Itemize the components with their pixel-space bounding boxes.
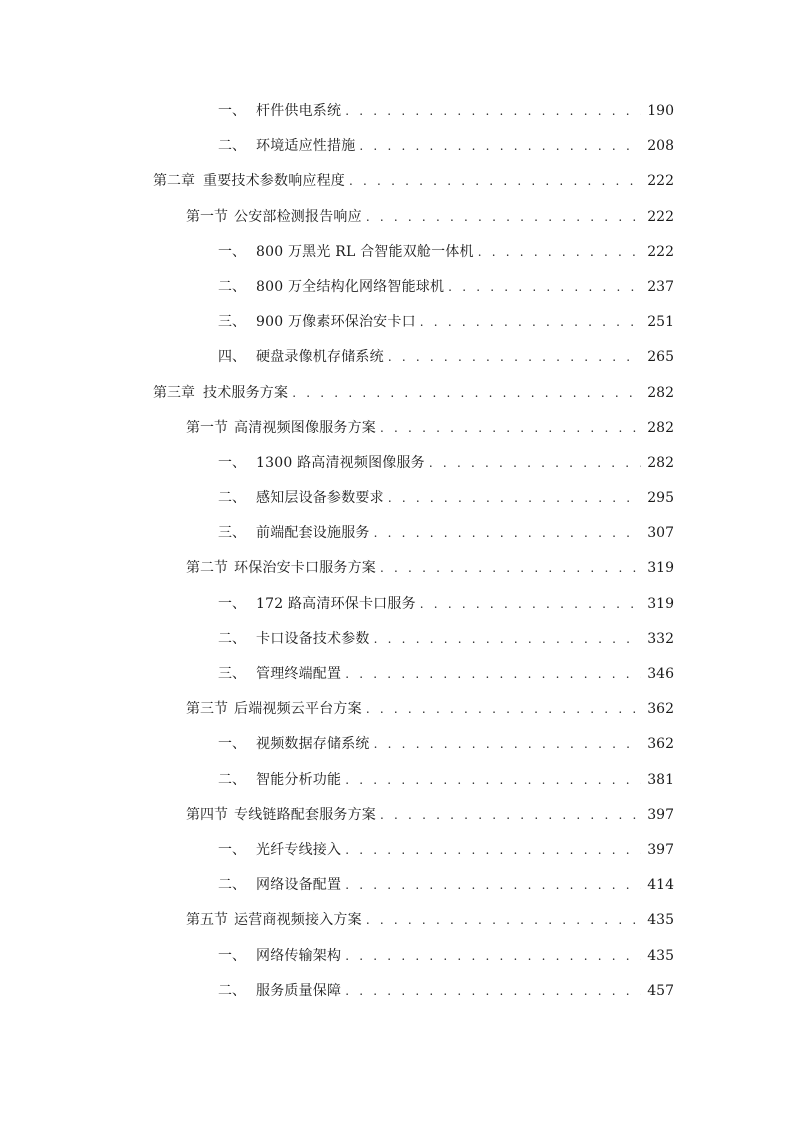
toc-entry-number: 三、 <box>218 525 246 542</box>
toc-entry-page-number: 251 <box>647 314 674 331</box>
toc-entry-page-number: 208 <box>647 138 674 155</box>
toc-entry-page-number: 237 <box>647 278 674 295</box>
toc-leader-dots <box>345 939 641 974</box>
toc-entry-page-number: 295 <box>647 490 674 507</box>
toc-entry-number: 四、 <box>218 349 246 366</box>
toc-leader-dots <box>380 411 641 446</box>
toc-entry-number: 二、 <box>218 982 246 999</box>
table-of-contents <box>0 94 793 1009</box>
toc-leader-dots <box>292 376 641 411</box>
toc-entry-number: 二、 <box>218 278 246 295</box>
toc-entry-item[interactable] <box>0 94 793 129</box>
toc-leader-dots <box>366 200 641 235</box>
toc-entry-title: 172 路高清环保卡口服务 <box>256 595 416 612</box>
toc-entry-content <box>186 200 674 235</box>
toc-entry-number: 一、 <box>218 947 246 964</box>
toc-entry-content <box>186 798 674 833</box>
toc-entry-item[interactable] <box>0 833 793 868</box>
toc-entry-item[interactable] <box>0 587 793 622</box>
toc-leader-dots <box>478 235 642 270</box>
toc-leader-dots <box>388 481 641 516</box>
toc-entry-content <box>153 164 674 199</box>
toc-entry-number: 一、 <box>218 243 246 260</box>
toc-entry-page-number: 332 <box>647 630 674 647</box>
toc-entry-content <box>218 833 674 868</box>
toc-entry-content <box>218 340 674 375</box>
toc-entry-number: 一、 <box>218 103 246 119</box>
toc-entry-content <box>218 974 674 1009</box>
toc-entry-title: 感知层设备参数要求 <box>256 490 384 507</box>
toc-entry-content <box>186 551 674 586</box>
toc-entry-title: 前端配套设施服务 <box>256 525 370 542</box>
toc-entry-page-number: 222 <box>647 173 674 190</box>
toc-entry-title: 智能分析功能 <box>256 771 342 788</box>
toc-entry-page-number: 362 <box>647 701 674 718</box>
toc-entry-number: 第一节 <box>186 419 228 436</box>
toc-entry-section[interactable] <box>0 692 793 727</box>
toc-entry-content <box>218 94 674 129</box>
toc-entry-title: 800 万黑光 RL 合智能双舱一体机 <box>256 243 474 260</box>
toc-entry-content <box>218 587 674 622</box>
toc-entry-chapter[interactable] <box>0 164 793 199</box>
toc-leader-dots <box>345 974 641 1009</box>
toc-entry-item[interactable] <box>0 516 793 551</box>
toc-entry-number: 第三节 <box>186 701 228 718</box>
toc-entry-number: 第二章 <box>153 173 195 190</box>
toc-entry-item[interactable] <box>0 481 793 516</box>
toc-entry-page-number: 435 <box>647 947 674 964</box>
toc-entry-page-number: 397 <box>647 806 674 823</box>
toc-entry-title: 网络设备配置 <box>256 877 342 894</box>
toc-entry-number: 一、 <box>218 454 246 471</box>
toc-entry-section[interactable] <box>0 551 793 586</box>
toc-entry-title: 800 万全结构化网络智能球机 <box>256 278 445 295</box>
toc-leader-dots <box>420 305 641 340</box>
toc-entry-number: 第四节 <box>186 806 228 823</box>
toc-entry-content <box>186 692 674 727</box>
toc-entry-title: 硬盘录像机存储系统 <box>256 349 384 366</box>
toc-entry-title: 视频数据存储系统 <box>256 736 370 753</box>
toc-entry-number: 第五节 <box>186 912 228 929</box>
toc-entry-content <box>218 446 674 481</box>
toc-entry-title: 光纤专线接入 <box>256 841 342 858</box>
toc-entry-page-number: 381 <box>647 771 674 788</box>
toc-entry-item[interactable] <box>0 235 793 270</box>
toc-leader-dots <box>420 587 641 622</box>
toc-entry-item[interactable] <box>0 657 793 692</box>
toc-entry-content <box>218 763 674 798</box>
toc-entry-page-number: 319 <box>647 595 674 612</box>
toc-entry-page-number: 435 <box>647 912 674 929</box>
toc-entry-content <box>218 727 674 762</box>
toc-entry-section[interactable] <box>0 798 793 833</box>
toc-entry-number: 三、 <box>218 666 246 682</box>
toc-entry-title: 高清视频图像服务方案 <box>234 419 376 436</box>
toc-entry-title: 后端视频云平台方案 <box>234 701 362 718</box>
toc-entry-page-number: 362 <box>647 736 674 753</box>
toc-entry-title: 环保治安卡口服务方案 <box>234 560 376 577</box>
toc-entry-item[interactable] <box>0 340 793 375</box>
toc-leader-dots <box>349 164 641 199</box>
toc-entry-page-number: 282 <box>647 384 674 401</box>
toc-entry-title: 公安部检测报告响应 <box>234 208 362 225</box>
toc-entry-title: 1300 路高清视频图像服务 <box>256 454 425 471</box>
toc-entry-page-number: 346 <box>647 666 674 682</box>
toc-entry-page-number: 282 <box>647 419 674 436</box>
toc-entry-number: 二、 <box>218 490 246 507</box>
toc-entry-page-number: 222 <box>647 243 674 260</box>
toc-leader-dots <box>380 551 641 586</box>
toc-leader-dots <box>366 903 641 938</box>
toc-leader-dots <box>429 446 641 481</box>
toc-leader-dots <box>380 798 641 833</box>
toc-entry-title: 重要技术参数响应程度 <box>203 173 345 190</box>
toc-entry-title: 网络传输架构 <box>256 947 342 964</box>
toc-entry-content <box>218 939 674 974</box>
toc-entry-title: 管理终端配置 <box>256 666 342 682</box>
toc-entry-page-number: 414 <box>647 877 674 894</box>
toc-entry-title: 900 万像素环保治安卡口 <box>256 314 416 331</box>
toc-entry-page-number: 307 <box>647 525 674 542</box>
toc-entry-number: 二、 <box>218 877 246 894</box>
toc-entry-content <box>218 235 674 270</box>
toc-entry-item[interactable] <box>0 446 793 481</box>
toc-entry-number: 第二节 <box>186 560 228 577</box>
toc-leader-dots <box>374 727 642 762</box>
toc-entry-title: 专线链路配套服务方案 <box>234 806 376 823</box>
toc-entry-number: 一、 <box>218 736 246 753</box>
toc-entry-page-number: 457 <box>647 982 674 999</box>
toc-leader-dots <box>345 657 641 692</box>
toc-entry-page-number: 319 <box>647 560 674 577</box>
toc-leader-dots <box>448 270 641 305</box>
toc-entry-content <box>218 868 674 903</box>
toc-entry-content <box>218 270 674 305</box>
toc-entry-title: 环境适应性措施 <box>256 138 356 155</box>
toc-entry-title: 技术服务方案 <box>203 384 289 401</box>
toc-entry-number: 第一节 <box>186 208 228 225</box>
toc-entry-number: 三、 <box>218 314 246 331</box>
toc-entry-section[interactable] <box>0 411 793 446</box>
toc-entry-title: 服务质量保障 <box>256 982 342 999</box>
toc-entry-item[interactable] <box>0 129 793 164</box>
toc-entry-content <box>186 411 674 446</box>
toc-leader-dots <box>345 833 641 868</box>
toc-entry-page-number: 397 <box>647 841 674 858</box>
toc-entry-section[interactable] <box>0 903 793 938</box>
toc-entry-item[interactable] <box>0 270 793 305</box>
toc-leader-dots <box>374 622 642 657</box>
toc-entry-item[interactable] <box>0 974 793 1009</box>
toc-entry-page-number: 222 <box>647 208 674 225</box>
toc-entry-number: 二、 <box>218 630 246 647</box>
toc-entry-item[interactable] <box>0 939 793 974</box>
toc-entry-number: 一、 <box>218 595 246 612</box>
toc-leader-dots <box>388 340 641 375</box>
toc-entry-item[interactable] <box>0 868 793 903</box>
toc-entry-content <box>153 376 674 411</box>
toc-entry-title: 杆件供电系统 <box>256 103 342 119</box>
toc-leader-dots <box>374 516 642 551</box>
toc-entry-item[interactable] <box>0 763 793 798</box>
toc-entry-page-number: 282 <box>647 454 674 471</box>
toc-entry-page-number: 265 <box>647 349 674 366</box>
toc-leader-dots <box>345 94 641 129</box>
toc-entry-item[interactable] <box>0 727 793 762</box>
toc-entry-content <box>218 305 674 340</box>
toc-entry-content <box>186 903 674 938</box>
toc-entry-item[interactable] <box>0 622 793 657</box>
toc-entry-title: 运营商视频接入方案 <box>234 912 362 929</box>
toc-entry-number: 二、 <box>218 771 246 788</box>
toc-entry-page-number: 190 <box>647 103 674 119</box>
toc-entry-title: 卡口设备技术参数 <box>256 630 370 647</box>
toc-entry-section[interactable] <box>0 200 793 235</box>
toc-leader-dots <box>359 129 641 164</box>
toc-entry-number: 第三章 <box>153 384 195 401</box>
toc-entry-item[interactable] <box>0 305 793 340</box>
toc-leader-dots <box>345 868 641 903</box>
toc-entry-content <box>218 516 674 551</box>
toc-entry-content <box>218 657 674 692</box>
toc-leader-dots <box>345 763 641 798</box>
toc-leader-dots <box>366 692 641 727</box>
toc-entry-number: 二、 <box>218 138 246 155</box>
toc-entry-content <box>218 481 674 516</box>
toc-entry-content <box>218 129 674 164</box>
toc-entry-number: 一、 <box>218 841 246 858</box>
toc-entry-chapter[interactable] <box>0 376 793 411</box>
toc-entry-content <box>218 622 674 657</box>
